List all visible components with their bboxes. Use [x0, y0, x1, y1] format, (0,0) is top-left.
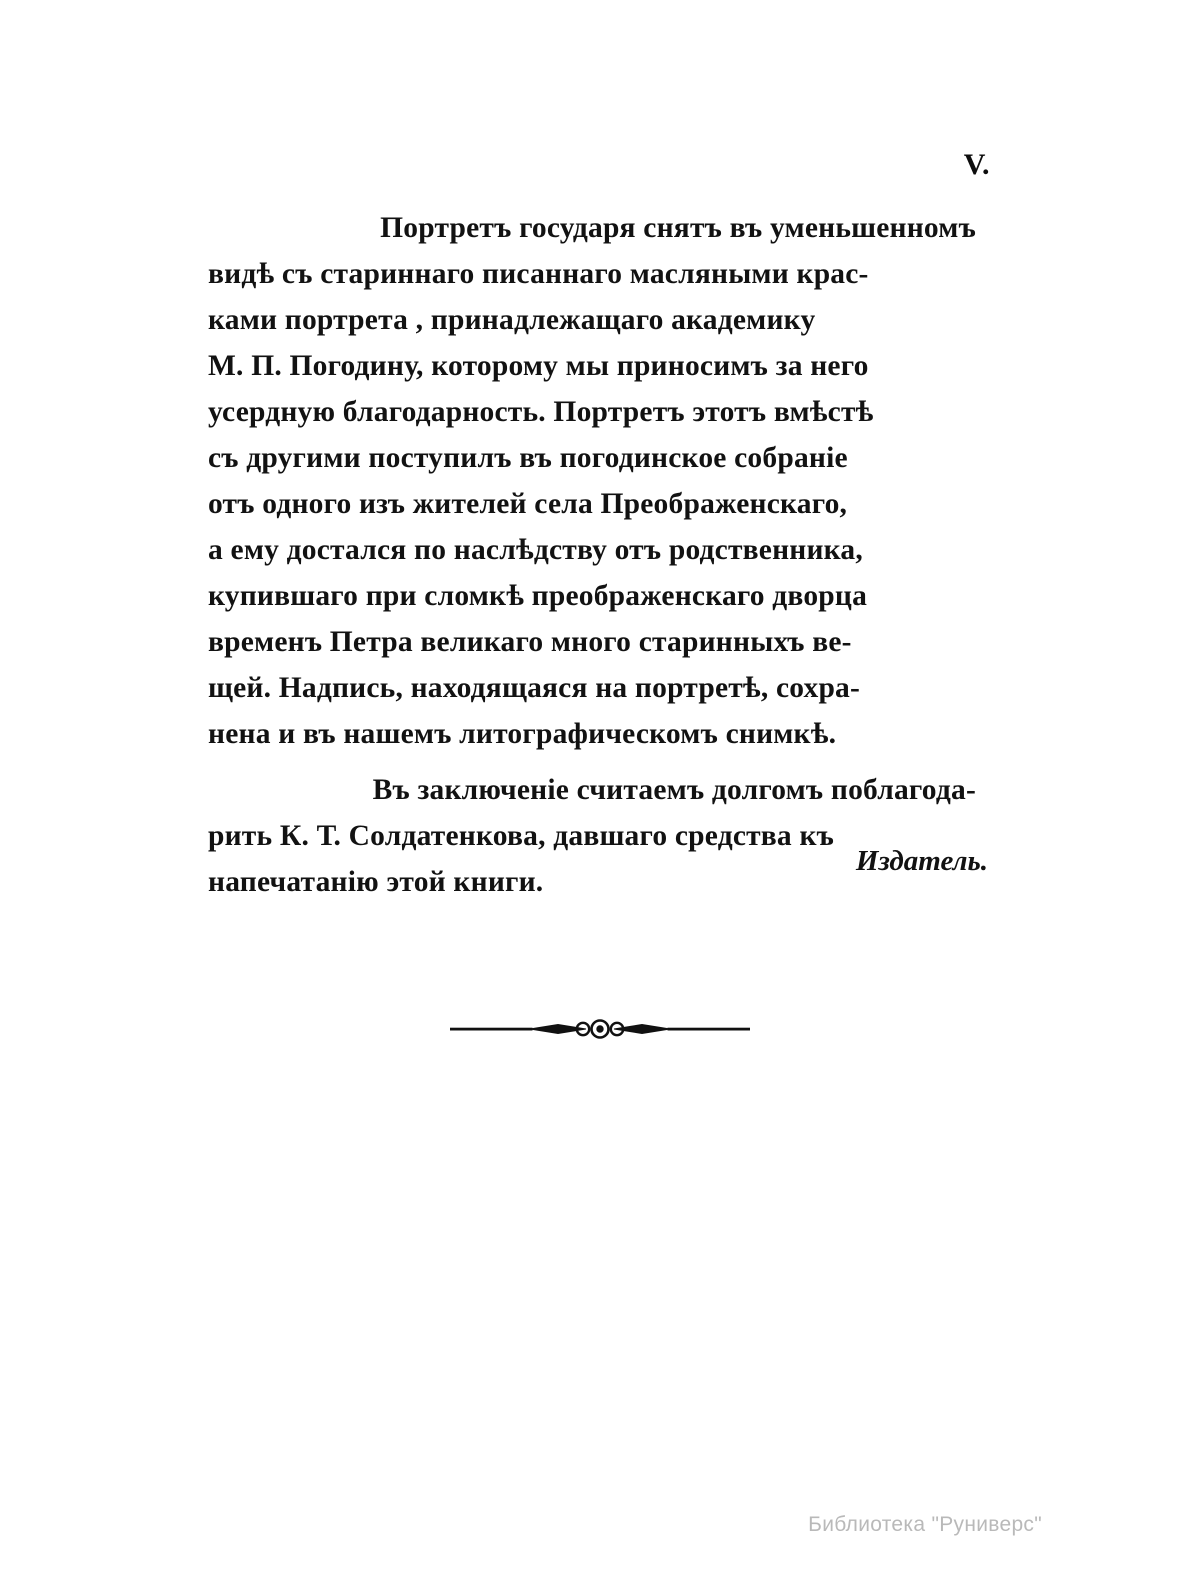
text-line: Въ заключеніе считаемъ долгомъ поблагода-	[372, 774, 976, 806]
paragraph-1	[208, 205, 976, 757]
text-line: съ другими поступилъ въ погодинское собраніе	[208, 442, 848, 474]
body-text	[208, 205, 976, 905]
text-line: купившаго при сломкѣ преображенскаго дворца	[208, 580, 868, 612]
signature: Издатель.	[855, 845, 988, 877]
decorative-rule-ornament	[450, 1014, 750, 1044]
text-line: временъ Петра великаго много старинныхъ ве-	[208, 626, 852, 658]
paragraph-2	[208, 767, 976, 905]
text-line: ками портрета , принадлежащаго академику	[208, 304, 816, 336]
page-number: V.	[963, 148, 990, 181]
text-line: М. П. Погодину, которому мы приносимъ за него	[208, 350, 869, 382]
library-watermark: Библиотека "Руниверс"	[808, 1513, 1042, 1536]
text-line: напечатанію этой книги.	[208, 866, 544, 898]
text-line: щей. Надпись, находящаяся на портретѣ, сохра-	[208, 672, 861, 704]
text-line: а ему достался по наслѣдству отъ родственника,	[208, 534, 863, 566]
text-line: рить К. Т. Солдатенкова, давшаго средства къ	[208, 820, 835, 852]
text-line: нена и въ нашемъ литографическомъ снимкѣ.	[208, 718, 837, 750]
text-line: усердную благодарность. Портретъ этотъ вмѣстѣ	[208, 396, 874, 428]
text-line: видѣ съ стариннаго писаннаго масляными крас-	[208, 258, 869, 290]
text-line: отъ одного изъ жителей села Преображенскаго,	[208, 488, 848, 520]
text-line: Портретъ государя снятъ въ уменьшенномъ	[380, 212, 976, 244]
